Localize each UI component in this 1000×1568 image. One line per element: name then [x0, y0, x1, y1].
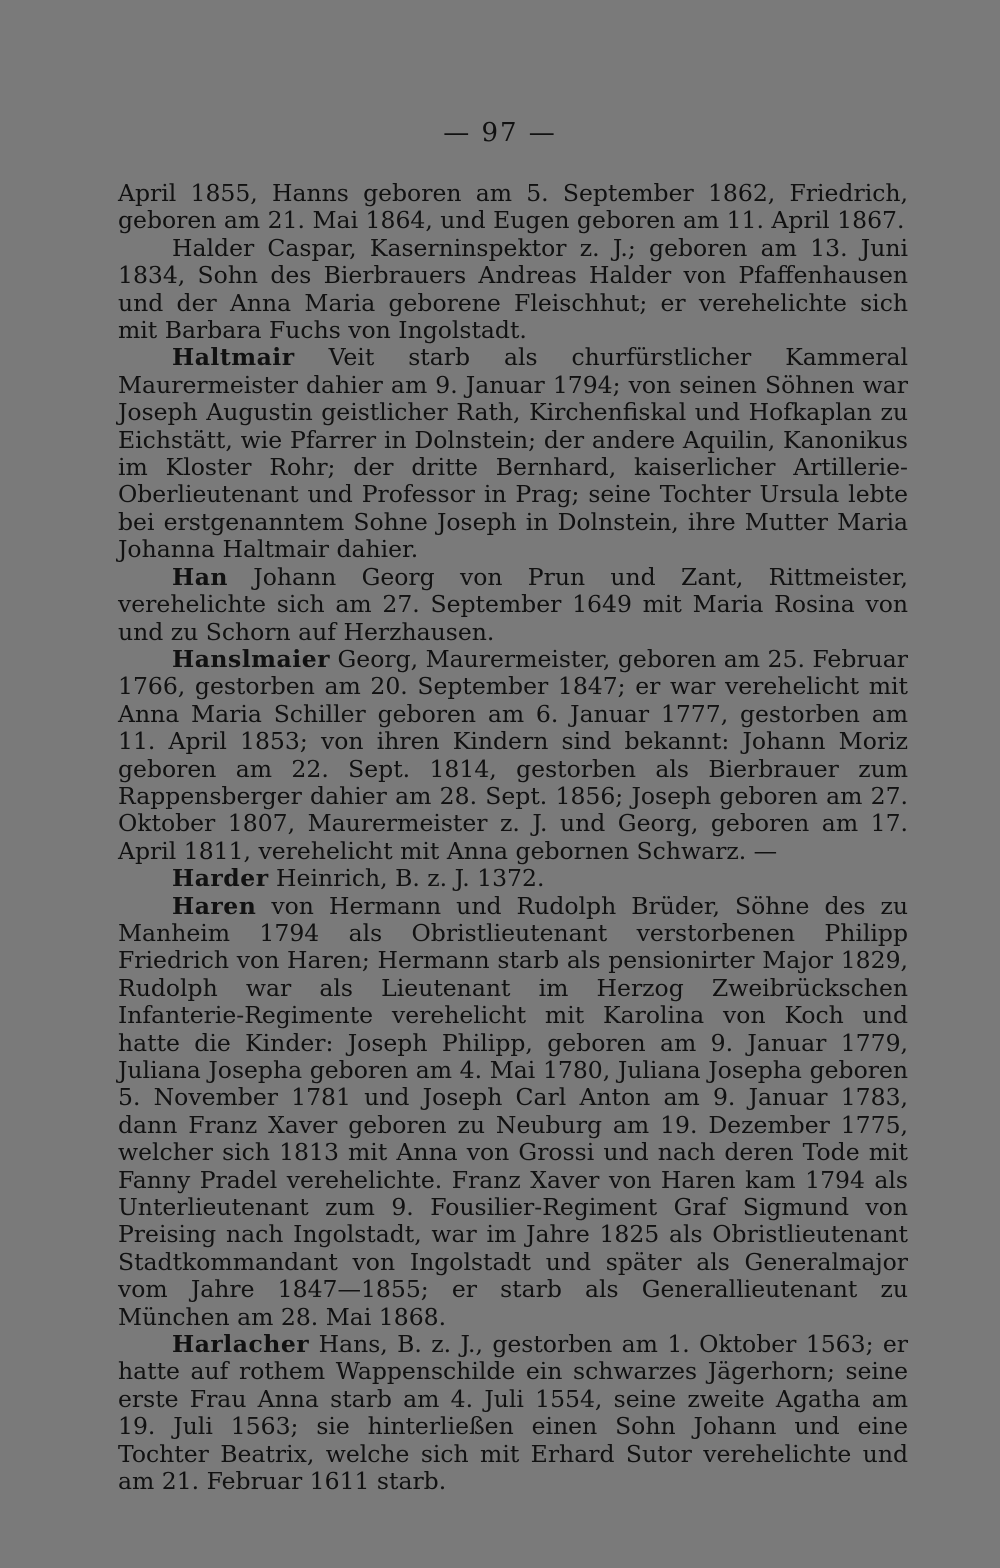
paragraph-text: Johann Georg von Prun und Zant, Rittmeister, verehelichte sich am 27. September 1649 mit Maria Rosina von und zu Schorn auf Herzhausen. [118, 562, 908, 646]
entry-heading: Haltmair [172, 343, 295, 372]
entry-heading: Harder [172, 864, 269, 893]
paragraph-text: Georg, Maurermeister, geboren am 25. Februar 1766, gestorben am 20. September 1847; er war verehelicht mit Anna Maria Schiller geboren am 6. Januar 1777, gestorben am 11. April 1853; von ihren Kindern sind bekannt: Johann Moriz geboren am 22. Sept. 1814, gestorben als Bierbrauer zum Rappensberger dahier am 28. Sept. 1856; Joseph geboren am 27. Oktober 1807, Maurermeister z. J. und Georg, geboren am 17. April 1811, verehelicht mit Anna gebornen Schwarz. — [118, 644, 908, 865]
paragraph-text: Veit starb als churfürstlicher Kammeral Maurermeister dahier am 9. Januar 1794; von seinen Söhnen war Joseph Augustin geistlicher Rath, Kirchenfiskal und Hofkaplan zu Eichstätt, wie Pfarrer in Dolnstein; der andere Aquilin, Kanonikus im Kloster Rohr; der dritte Bernhard, kaiserlicher Artillerie-Oberlieutenant und Professor in Prag; seine Tochter Ursula lebte bei erstgenanntem Sohne Joseph in Dolnstein, ihre Mutter Maria Johanna Haltmair dahier. [118, 343, 908, 564]
entry-heading: Han [172, 562, 229, 591]
entry-han [118, 564, 908, 646]
paragraph-text: Heinrich, B. z. J. 1372. [268, 864, 545, 893]
paragraph-text: Halder Caspar, Kaserninspektor z. J.; geboren am 13. Juni 1834, Sohn des Bierbrauers Andreas Halder von Pfaffenhausen und der Anna Maria geborene Fleischhut; er verehelichte sich mit Barbara Fuchs von Ingolstadt. [118, 233, 908, 345]
entry-haltmair [118, 344, 908, 563]
entry-hanslmaier [118, 646, 908, 865]
entry-heading: Harlacher [172, 1330, 310, 1359]
paragraph-text: April 1855, Hanns geboren am 5. September 1862, Friedrich, geboren am 21. Mai 1864, und Eugen geboren am 11. April 1867. [118, 179, 908, 235]
entry-harder [118, 865, 908, 892]
page-number: — 97 — [443, 118, 557, 148]
entry-haren [118, 893, 908, 1332]
entry-heading: Hanslmaier [172, 644, 331, 673]
page-body [118, 180, 908, 1496]
paragraph-text: Hans, B. z. J., gestorben am 1. Oktober 1563; er hatte auf rothem Wappenschilde ein schwarzes Jägerhorn; seine erste Frau Anna starb am 4. Juli 1554, seine zweite Agatha am 19. Juli 1563; sie hinterließen einen Sohn Johann und eine Tochter Beatrix, welche sich mit Erhard Sutor verehelichte und am 21. Februar 1611 starb. [118, 1330, 908, 1496]
entry-harlacher [118, 1331, 908, 1495]
entry-heading: Haren [172, 891, 257, 920]
entry-halder [118, 235, 908, 345]
paragraph-continuation [118, 180, 908, 235]
paragraph-text: von Hermann und Rudolph Brüder, Söhne des zu Manheim 1794 als Obristlieutenant verstorbenen Philipp Friedrich von Haren; Hermann starb als pensionirter Major 1829, Rudolph war als Lieutenant im Herzog Zweibrückschen Infanterie-Regimente verehelicht mit Karolina von Koch und hatte die Kinder: Joseph Philipp, geboren am 9. Januar 1779, Juliana Josepha geboren am 4. Mai 1780, Juliana Josepha geboren 5. November 1781 und Joseph Carl Anton am 9. Januar 1783, dann Franz Xaver geboren zu Neuburg am 19. Dezember 1775, welcher sich 1813 mit Anna von Grossi und nach deren Tode mit Fanny Pradel verehelichte. Franz Xaver von Haren kam 1794 als Unterlieutenant zum 9. Fousilier-Regiment Graf Sigmund von Preising nach Ingolstadt, war im Jahre 1825 als Obristlieutenant Stadtkommandant von Ingolstadt und später als Generalmajor vom Jahre 1847—1855; er starb als Generallieutenant zu München am 28. Mai 1868. [118, 891, 908, 1331]
